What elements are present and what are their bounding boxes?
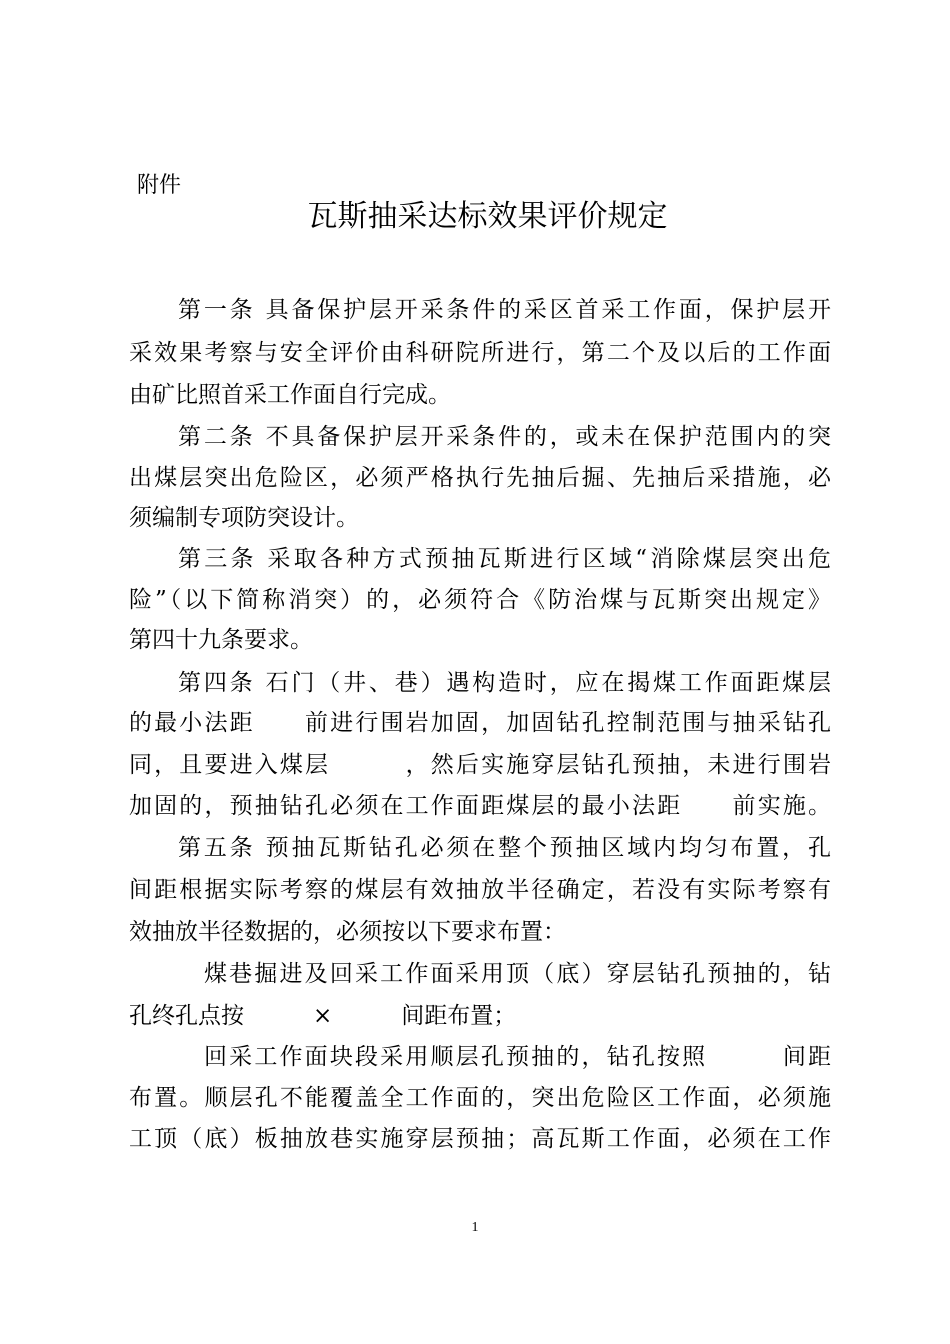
text-line: 的最小法距 前进行围岩加固，加固钻孔控制范围与抽采钻孔: [129, 710, 831, 736]
text-line: 第三条 采取各种方式预抽瓦斯进行区域“消除煤层突出危: [178, 546, 831, 572]
document-title: 瓦斯抽采达标效果评价规定: [307, 199, 668, 234]
attachment-label: 附件: [137, 173, 182, 198]
text-line: 第二条 不具备保护层开采条件的，或未在保护范围内的突: [178, 424, 831, 450]
text-line: 加固的，预抽钻孔必须在工作面距煤层的最小法距 前实施。: [129, 793, 831, 819]
text-line: 第五条 预抽瓦斯钻孔必须在整个预抽区域内均匀布置，孔: [178, 835, 831, 861]
text-line: 布置。顺层孔不能覆盖全工作面的，突出危险区工作面，必须施: [129, 1085, 831, 1111]
text-line: 由矿比照首采工作面自行完成。: [129, 382, 451, 408]
text-line: 第四条 石门（井、巷）遇构造时，应在揭煤工作面距煤层: [178, 670, 831, 696]
text-line: 工顶（底）板抽放巷实施穿层预抽；高瓦斯工作面，必须在工作: [129, 1126, 831, 1152]
text-line: 须编制专项防突设计。: [129, 505, 359, 531]
text-line: 煤巷掘进及回采工作面采用顶（底）穿层钻孔预抽的，钻: [204, 961, 831, 987]
text-line: 险”（以下简称消突）的，必须符合《防治煤与瓦斯突出规定》: [129, 587, 831, 613]
text-line: 采效果考察与安全评价由科研院所进行，第二个及以后的工作面: [129, 340, 831, 366]
text-line: 出煤层突出危险区，必须严格执行先抽后掘、先抽后采措施，必: [129, 465, 831, 491]
text-line: 效抽放半径数据的，必须按以下要求布置：: [129, 919, 566, 945]
page-number: 1: [471, 1220, 479, 1235]
text-line: 间距根据实际考察的煤层有效抽放半径确定，若没有实际考察有: [129, 877, 831, 903]
text-line: 第四十九条要求。: [129, 627, 313, 653]
text-line: 第一条 具备保护层开采条件的采区首采工作面，保护层开: [178, 297, 831, 323]
text-line: 回采工作面块段采用顺层孔预抽的，钻孔按照 间距: [204, 1044, 831, 1070]
text-line: 孔终孔点按 × 间距布置；: [129, 1003, 517, 1029]
text-line: 同，且要进入煤层 ，然后实施穿层钻孔预抽，未进行围岩: [129, 752, 831, 778]
